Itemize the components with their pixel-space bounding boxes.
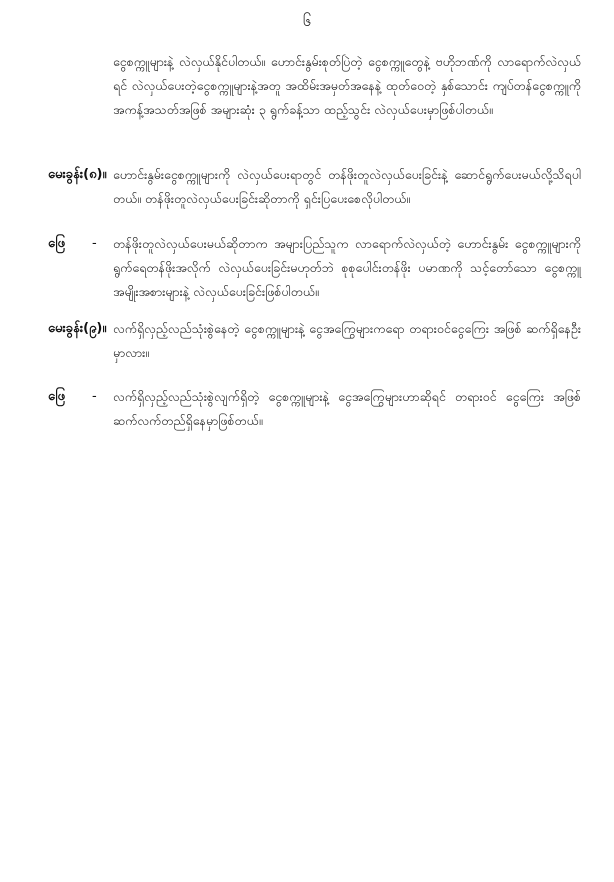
question-text: လက်ရှိလှည့်လည်သုံးစွဲနေတဲ့ ငွေစက္ကူများနဲ့ ငွေအကြွေများကရော တရားဝင်ငွေကြေး အဖြစ် ဆက်ရှိနေဦးမှာလား။ bbox=[113, 321, 581, 360]
answer-dash: - bbox=[92, 389, 97, 404]
paragraph-text: ငွေစက္ကူများနဲ့ လဲလှယ်နိုင်ပါတယ်။ ဟောင်းနွမ်းစုတ်ပြဲတဲ့ ငွေစက္ကူတွေနဲ့ ဗဟိုဘဏ်ကို လာရောက်လဲလှယ်ရင် လဲလှယ်ပေးတဲ့ငွေစက္ကူများနဲ့အတူ အထိမ်းအမှတ်အနေနဲ့ ထုတ်ဝေတဲ့ နှစ်သောင်း ကျပ်တန်ငွေစက္ကူကို အကန့်အသတ်အဖြစ် အများဆုံး ၃ ရွက်ခန့်သာ ထည့်သွင်း လဲလှယ်ပေးမှာဖြစ်ပါတယ်။ bbox=[113, 54, 581, 117]
answer-8 bbox=[0, 232, 614, 307]
continuation-paragraph bbox=[0, 50, 614, 150]
answer-label: ဖြေ bbox=[48, 236, 65, 251]
question-text: ဟောင်းနွမ်းငွေစက္ကူများကို လဲလှယ်ပေးရာတွင် တန်ဖိုးတူလဲလှယ်ပေးခြင်းနဲ့ ဆောင်ရွက်ပေးမယ်လို့သိရပါတယ်။ တန်ဖိုးတူလဲလှယ်ပေးခြင်းဆိုတာကို ရှင်းပြပေးစေလိုပါတယ်။ bbox=[113, 167, 581, 206]
page-number: ၆ bbox=[302, 12, 312, 30]
answer-9 bbox=[0, 385, 614, 435]
question-8 bbox=[0, 163, 614, 213]
question-label: မေးခွန်း(၈)။ bbox=[48, 167, 107, 182]
answer-dash: - bbox=[92, 236, 97, 251]
question-9 bbox=[0, 317, 614, 367]
answer-text: တန်ဖိုးတူလဲလှယ်ပေးမယ်ဆိုတာက အများပြည်သူက လာရောက်လဲလှယ်တဲ့ ဟောင်းနွမ်း ငွေစက္ကူများကို ရွက်ရေတန်ဖိုးအလိုက် လဲလှယ်ပေးခြင်းမဟုတ်ဘဲ စုစုပေါင်းတန်ဖိုး ပမာဏကို သင့်တော်သော ငွေစက္ကူအမျိုးအစားများနဲ့ လဲလှယ်ပေးခြင်းဖြစ်ပါတယ်။ bbox=[113, 236, 581, 299]
question-label: မေးခွန်း(၉)။ bbox=[48, 321, 107, 336]
answer-label: ဖြေ bbox=[48, 389, 65, 404]
answer-text: လက်ရှိလှည့်လည်သုံးစွဲလျက်ရှိတဲ့ ငွေစက္ကူများနဲ့ ငွေအကြွေများဟာဆိုရင် တရားဝင် ငွေကြေး အဖြစ် ဆက်လက်တည်ရှိနေမှာဖြစ်တယ်။ bbox=[113, 389, 581, 428]
